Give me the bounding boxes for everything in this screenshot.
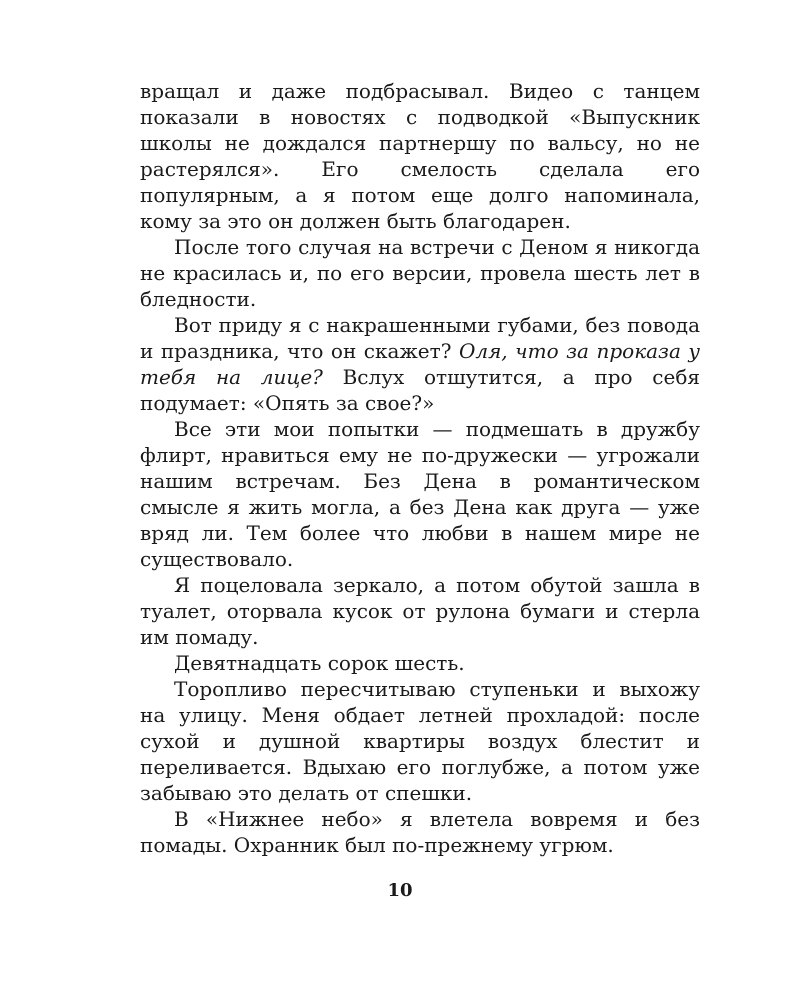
paragraph-3-lead: Вот приду я с накрашенными губами, без повода и праздника, что он скажет? <box>140 313 700 363</box>
paragraph-3-tail: Вслух отшутится, а про себя подумает: «Опять за свое?» <box>140 365 700 415</box>
paragraph-4: Все эти мои попытки — подмешать в дружбу флирт, нравиться ему не по-дружески — угрожали нашим встречам. Без Дена в романтическом смысле я жить могла, а без Дена как друга — уже вряд ли. Тем более что любви в нашем мире не существовало. <box>140 417 700 571</box>
paragraph-8: В «Нижнее небо» я влетела вовремя и без помады. Охранник был по-прежнему угрюм. <box>140 807 700 857</box>
book-page <box>140 78 700 858</box>
paragraph-7: Торопливо пересчитываю ступеньки и выхожу на улицу. Меня обдает летней прохладой: после сухой и душной квартиры воздух блестит и переливается. Вдыхаю его поглубже, а потом уже забываю это делать от спешки. <box>140 677 700 805</box>
paragraph-3-italic-thought: Оля, что за проказа у тебя на лице? <box>140 339 700 389</box>
paragraph-1: вращал и даже подбрасывал. Видео с танцем показали в новостях с подводкой «Выпускник школы не дождался партнершу по вальсу, но не растерялся». Его смелость сделала его популярным, а я потом еще долго напоминала, кому за это он должен быть благодарен. <box>140 79 700 233</box>
paragraph-6: Девятнадцать сорок шесть. <box>174 651 465 675</box>
paragraph-5: Я поцеловала зеркало, а потом обутой зашла в туалет, оторвала кусок от рулона бумаги и стерла им помаду. <box>140 573 700 649</box>
paragraph-2: После того случая на встречи с Деном я никогда не красилась и, по его версии, провела шесть лет в бледности. <box>140 235 700 311</box>
page-number: 10 <box>387 880 413 901</box>
paragraph-3 <box>140 312 700 416</box>
